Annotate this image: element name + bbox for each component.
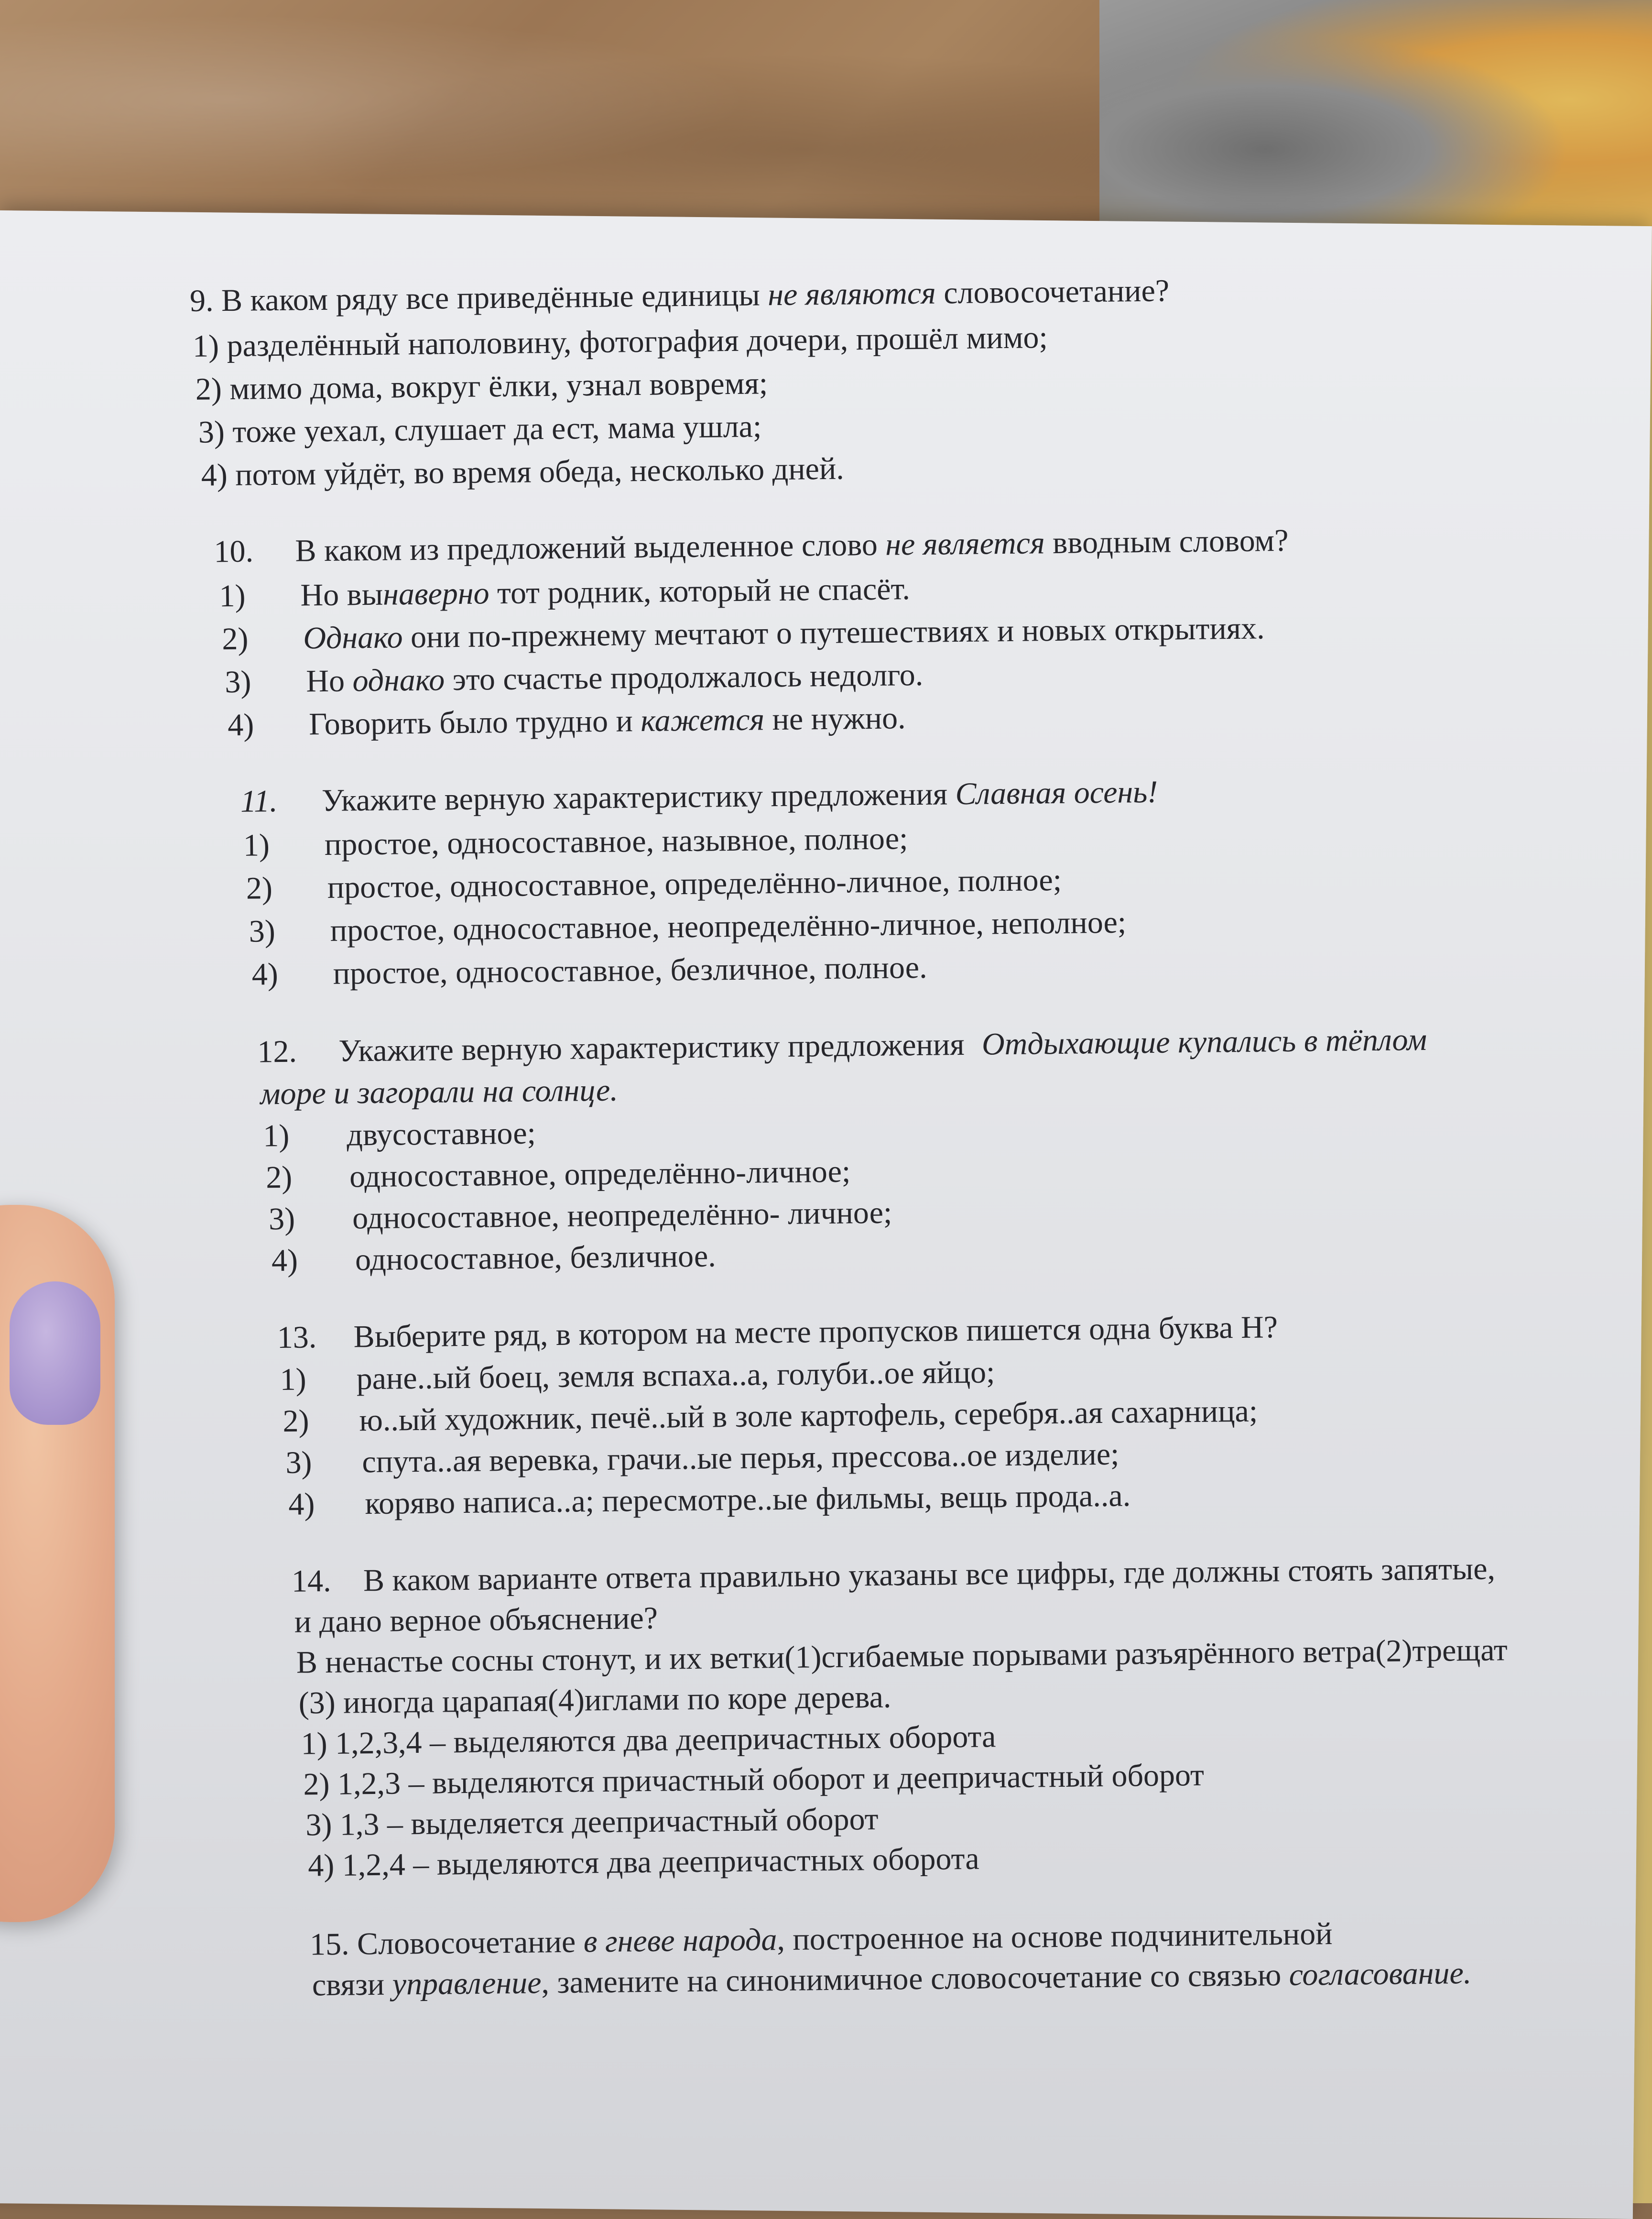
question-14-line-2: и дано верное объяснение? (294, 1600, 658, 1640)
option-number: 1) (219, 578, 246, 614)
option-number: 2) (265, 1159, 293, 1195)
option-text: спута..ая веревка, грачи..ые перья, прессова..ое изделие; (362, 1436, 1119, 1480)
question-number: 9. (189, 283, 214, 318)
option-text: простое, односоставное, определённо-личное, полное; (327, 862, 1062, 905)
option-number: 2) (222, 621, 249, 657)
question-italic: управление (392, 1965, 542, 2002)
q9-option-1: 1) разделённый наполовину, фотография дочери, прошёл мимо; (192, 320, 1048, 364)
document-text (0, 193, 1652, 2203)
question-number: 14. (291, 1563, 331, 1599)
option-number: 3) (224, 664, 251, 700)
option-number: 1) (262, 1118, 290, 1154)
option-number: 1) (280, 1362, 307, 1397)
question-14-sentence-2: (3) иногда царапая(4)иглами по коре дерева. (298, 1679, 891, 1721)
q14-option-4: 4) 1,2,4 – выделяются два деепричастных оборота (307, 1841, 979, 1883)
question-text: В каком варианте ответа правильно указаны все цифры, где должны стоять запятые, (363, 1551, 1496, 1598)
option-text: это счастье продолжалось недолго. (444, 657, 924, 698)
q11-option-3 (249, 901, 1126, 952)
option-text: тот родник, который не спасёт. (489, 571, 911, 611)
question-13 (277, 1306, 1278, 1359)
q12-option-4 (272, 1235, 717, 1282)
question-italic: Отдыхающие купались в тёплом (981, 1022, 1427, 1062)
question-text: вводным словом? (1052, 523, 1289, 560)
question-text: Укажите верную характеристику предложения (338, 1027, 965, 1069)
option-text: простое, односоставное, безличное, полное. (333, 950, 927, 991)
option-text: простое, односоставное, неопределённо-личное, неполное; (330, 905, 1127, 948)
option-number: 1) (243, 828, 270, 863)
q10-option-1 (219, 568, 910, 617)
question-text: В каком из предложений выделенное слово (295, 527, 878, 568)
question-text: Словосочетание (357, 1924, 576, 1962)
q10-option-3 (225, 654, 924, 703)
option-text: Но (305, 663, 353, 699)
question-number: 11. (240, 783, 278, 819)
q11-option-2 (246, 859, 1062, 910)
q9-option-2: 2) мимо дома, вокруг ёлки, узнал вовремя; (195, 366, 768, 407)
question-12 (257, 1019, 1427, 1073)
option-number: 2) (246, 871, 273, 906)
option-number: 4) (288, 1487, 315, 1522)
q12-option-2 (266, 1150, 851, 1199)
option-text: односоставное, безличное. (355, 1238, 717, 1278)
question-italic: не являются (767, 275, 936, 313)
option-text: коряво написа..а; пересмотре..ые фильмы, вещь прода..а. (364, 1478, 1131, 1521)
q12-option-3 (269, 1192, 892, 1241)
option-italic: однако (352, 662, 445, 699)
q13-option-1 (280, 1351, 995, 1401)
question-italic: в гневе народа (583, 1922, 777, 1959)
option-text: односоставное, неопределённо- личное; (352, 1195, 892, 1236)
option-italic: Однако (303, 620, 403, 656)
question-text: словосочетание? (943, 273, 1170, 311)
q14-option-2: 2) 1,2,3 – выделяются причастный оборот и деепричастный оборот (303, 1757, 1205, 1802)
option-number: 3) (285, 1445, 312, 1480)
question-14-sentence-1: В ненастье сосны стонут, и их ветки(1)сгибаемые порывами разъярённого ветра(2)трещат (296, 1632, 1508, 1680)
question-number: 12. (257, 1034, 297, 1070)
question-14 (292, 1548, 1496, 1602)
option-number: 4) (227, 707, 254, 743)
option-text: ю..ый художник, печё..ый в золе картофель, серебря..ая сахарница; (359, 1393, 1258, 1438)
q11-option-1 (243, 818, 908, 867)
option-number: 4) (251, 956, 279, 992)
question-12-line-2 (260, 1070, 618, 1115)
question-11 (240, 771, 1158, 823)
question-text: , замените на синонимичное словосочетание со связью (541, 1957, 1282, 2000)
option-text: ране..ый боец, земля вспаха..а, голуби..ое яйцо; (356, 1355, 995, 1397)
question-number: 13. (277, 1320, 317, 1355)
question-text: Выберите ряд, в котором на месте пропусков пишется одна буква Н? (353, 1310, 1278, 1355)
option-number: 3) (249, 914, 276, 949)
q12-option-1 (263, 1112, 536, 1157)
option-text: Но вы (300, 577, 383, 613)
option-number: 3) (268, 1201, 295, 1237)
question-text: В каком ряду все приведённые единицы (221, 277, 761, 318)
question-italic: согласование. (1289, 1955, 1472, 1992)
question-number: 10. (214, 534, 254, 569)
q14-option-3: 3) 1,3 – выделяется деепричастный оборот (305, 1801, 879, 1843)
option-text: односоставное, определённо-личное; (349, 1154, 851, 1194)
option-number: 4) (271, 1243, 298, 1279)
q9-option-4: 4) потом уйдёт, во время обеда, несколько дней. (201, 451, 845, 493)
question-text: Укажите верную характеристику предложения (321, 776, 948, 819)
question-italic: Славная осень! (955, 774, 1158, 812)
question-text: связи (312, 1967, 385, 2003)
q9-option-3: 3) тоже уехал, слушает да ест, мама ушла; (198, 409, 762, 450)
option-italic: наверно (382, 576, 489, 612)
question-10 (214, 520, 1289, 573)
option-text: двусоставное; (346, 1115, 536, 1153)
question-number: 15. (309, 1926, 349, 1962)
option-number: 2) (283, 1403, 309, 1439)
option-italic: кажется (640, 702, 765, 739)
q14-option-1: 1) 1,2,3,4 – выделяются два деепричастных оборота (301, 1719, 996, 1761)
question-italic: море и загорали на солнце. (260, 1072, 619, 1112)
q11-option-4 (251, 947, 927, 996)
q10-option-4 (228, 697, 906, 746)
question-9 (190, 270, 1170, 322)
option-text: простое, односоставное, назывное, полное; (324, 821, 908, 862)
option-text: Говорить было трудно и (308, 703, 641, 742)
option-text: они по-прежнему мечтают о путешествиях и новых открытиях. (402, 611, 1265, 655)
thumb-nail (10, 1281, 100, 1425)
question-text: , построенное на основе подчинительной (776, 1916, 1333, 1957)
question-italic: не является (885, 525, 1045, 562)
q13-option-4 (288, 1475, 1131, 1525)
option-text: не нужно. (764, 700, 906, 737)
